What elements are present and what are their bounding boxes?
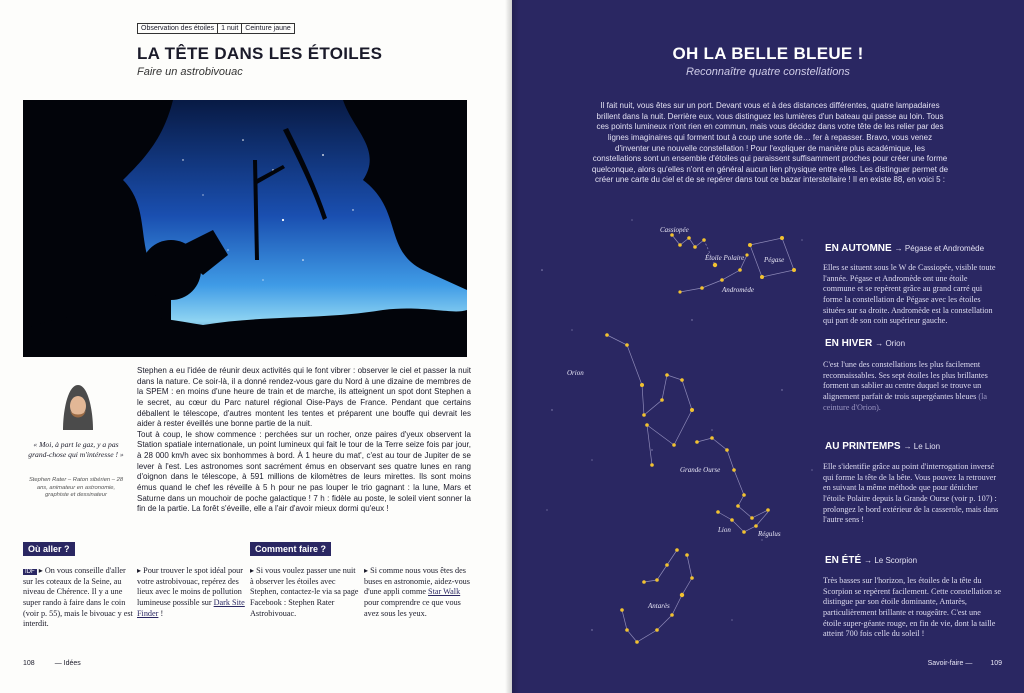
section-name-left: — Idées [54,660,81,667]
winter-season: EN HIVER [825,338,873,349]
where-text-1: ▸ On vous conseille d'aller sur les coteaux de la Seine, au niveau de Chérence. Il y a une super rando à faire dans le coin (voir p. 55), mais le bivouac y est interdit. [23,566,133,629]
page-number-right: 109 [990,660,1002,667]
ursa-lines [697,438,768,518]
section-name-right: Savoir-faire — [927,660,973,667]
label-cassiopee: Cassiopée [660,226,689,234]
spring-season: AU PRINTEMPS [825,441,901,452]
star-walk-link[interactable]: Star Walk [428,587,461,597]
summer-heading [825,555,917,566]
autumn-heading [825,243,984,254]
page-number-left: 108 [23,660,35,667]
constellation-stars [605,233,796,644]
how-to-heading: Comment faire ? [250,542,331,556]
summer-text: Très basses sur l'horizon, les étoiles de la tête du Scorpion se repèrent facilement. Cette constellation se distingue par son étoile dominante, Antarès, particulièrement brillante et rougeâtre. C'est une étoile super-géante rouge, en fin de vie, dont la taille atteint 700 fois celle du soleil ! [823,576,1002,639]
region-badge: IDF [25,569,35,575]
winter-name: → Orion [875,339,906,348]
spring-text: Elle s'identifie grâce au point d'interrogation inversé qui forme la tête de la bête. Vous pouvez la retrouver en suivant la même méthode que pour dénicher l'étoile Polaire depuis la Grande Ourse (voir p. 107) : prolongez le bord extérieur de la casserole, mais dans l'autre sens ! [823,462,999,525]
winter-heading [825,338,905,349]
tag-duration: 1 nuit [217,23,242,34]
spring-name: → Le Lion [903,442,941,451]
label-regulus: Régulus [758,530,781,538]
where-col-2 [137,566,247,619]
scorpius-head [644,550,677,582]
autumn-season: EN AUTOMNE [825,243,892,254]
how-text-2-end: pour comprendre ce que vous avez sous les yeux. [364,597,461,618]
summer-season: EN ÉTÉ [825,555,862,566]
autumn-name: → Pégase et Andromède [894,244,985,253]
article-subtitle: Faire un astrobivouac [137,66,243,78]
how-text-2: ▸ Si comme nous vous êtes des buses en astronomie, aidez-vous d'une appli comme [364,566,470,597]
where-col-1 [23,566,133,630]
tag-topic: Observation des étoiles [137,23,218,34]
label-lion: Lion [718,526,731,534]
winter-body: C'est l'une des constellations les plus facilement reconnaissables. Ses sept étoiles les plus brillantes forment un sablier au centre duquel se trouve un alignement parfait de trois supergéantes bleues [823,360,988,401]
label-orion: Orion [567,369,584,377]
orion-lines [607,335,692,465]
author-portrait [58,380,98,430]
where-text-2: ▸ Pour trouver le spot idéal pour votre astrobivouac, repérez des lieux avec le moins de pollution lumineuse possible sur [137,566,243,607]
where-to-go-heading: Où aller ? [23,542,75,556]
autumn-text: Elles se situent sous le W de Cassiopée, visible toute l'année. Pégase et Andromède ont une étoile commune et se repèrent grâce au grand carré qui forme la constellation de Pégase avec les étoiles situées sur sa droite. Andromède est la constellation qui part de son coin supérieur gauche. [823,263,996,326]
constellation-map [532,210,822,650]
body-paragraph: Tout à coup, le show commence : perchées sur un rocher, onze paires d'yeux observent la Station spatiale internationale, un point lumineux qui fait le tour de la Terre seize fois par jour, à 28 000 km/h avec six bonhommes à bord. À 1 heure du mat', c'est au tour de Jupiter de se lever à l'est. Les astronomes sont sacrément émus en observant ses quatre lunes en rang d'oignon dans le télescope, à 591 millions de kilomètres de leurs mirettes. Ils sont moins émus quand le chef les réveille à 5 h pour ne pas louper le trio gagnant : la lune, Mars et Saturne dans un mouchoir de poche galactique ! 7 h : fidèle au poste, le soleil vient sonner la fin de la partie. La forêt s'éveille, elle a l'air d'avoir mieux dormi qu'eux ! [137,429,471,514]
constellations-title: OH LA BELLE BLEUE ! [672,44,864,63]
background-stars [541,219,812,630]
article-body [137,366,471,515]
winter-text [823,360,1001,413]
article-tags [137,23,294,34]
label-polaris: Étoile Polaire [705,254,745,262]
summer-name: → Le Scorpion [864,556,918,565]
label-grande-ourse: Grande Ourse [680,466,721,474]
spring-heading [825,441,940,452]
night-sky-photo [23,100,467,357]
pull-quote: « Moi, à part le gaz, y a pas grand-chose qui m'intéresse ! » [28,440,124,460]
constellations-subtitle: Reconnaître quatre constellations [686,66,850,78]
body-paragraph: Stephen a eu l'idée de réunir deux activités qui le font vibrer : observer le ciel et passer la nuit dans la nature. Ce soir-là, il a donné rendez-vous gare du Nord à une dizaine de membres de la SPEM : en moins d'une heure de train et de marche, ils atteignent un spot dont Stephen a le secret, au cœur du Parc naturel régional Oise-Pays de France. Pendant que certains déballent le télescope, d'autres montent les tentes et préparent une bouffe qui devrait les aider à rester éveillés une bonne partie de la nuit. [137,366,471,429]
folio-right [928,660,1002,667]
label-andromede: Andromède [722,286,755,294]
how-col-2 [364,566,474,619]
how-col-1: ▸ Si vous voulez passer une nuit à observer les étoiles avec Stephen, contactez-le via sa page Facebook : Stephen Rater Astrobivouac. [250,566,359,618]
where-text-2-end: ! [158,608,164,618]
dark-site-finder-link[interactable]: Dark Site Finder [137,597,245,618]
right-page [512,0,1024,693]
constellations-intro: Il fait nuit, vous êtes sur un port. Devant vous et à des distances différentes, quatre lampadaires brillent dans la nuit. Derrière eux, vous distinguez les lumières d'un bateau qui passe au loin. Tous ces points lumineux n'ont rien en commun, mais vous décidez dans votre tête de les relier par des lignes imaginaires qui forment tout à coup une sorte de… fer à repasser. Bravo, vous venez d'inventer une nouvelle constellation ! Pour l'expliquer de manière plus académique, les constellations sont un ensemble d'étoiles qui paraissent suffisamment proches pour créer une forme quelconque, alors qu'elles n'ont en général aucun lien physique entre elles. Les distinguer permet de créer une carte du ciel et de se repérer dans tout ce bazar interstellaire ! Il en existe 88, en voici 5 : [591,101,949,185]
folio-left [23,660,81,667]
winter-note: (la ceinture d'Orion). [823,391,987,412]
tag-level: Ceinture jaune [241,23,295,34]
article-title: LA TÊTE DANS LES ÉTOILES [137,44,383,63]
label-antares: Antarès [648,602,670,610]
quote-credit: Stephen Rater – Raton sibérien – 28 ans, animateur en astronomie, graphiste et dessinateur [28,477,124,499]
label-pegase: Pégase [764,256,785,264]
